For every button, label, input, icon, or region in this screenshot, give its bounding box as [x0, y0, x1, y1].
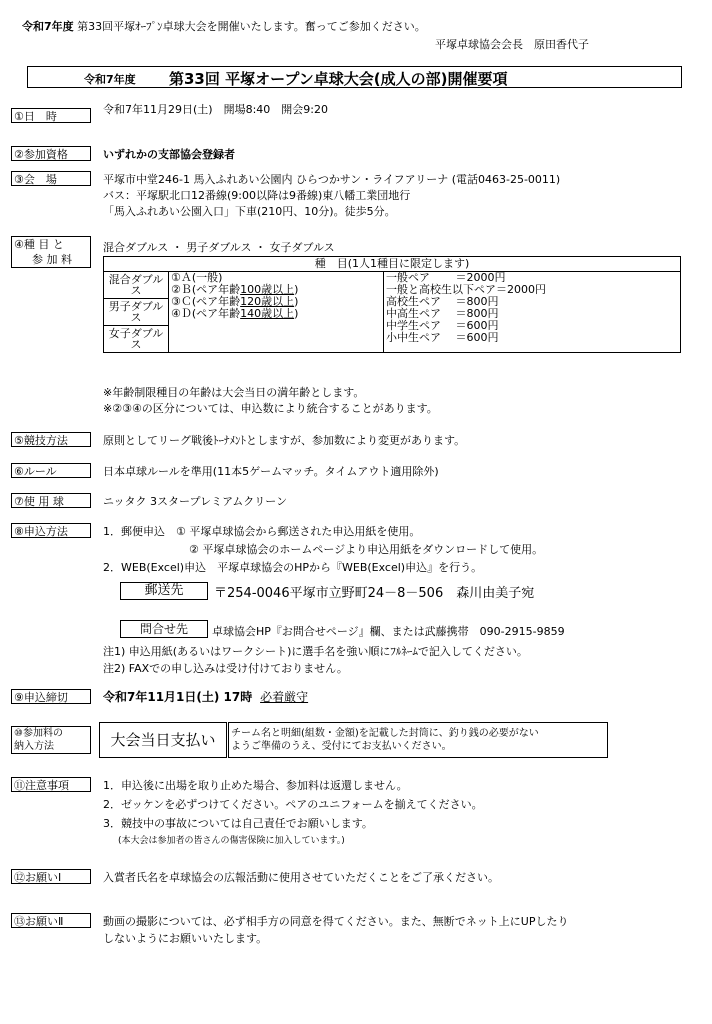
- label-request1: ⑫お願いⅠ: [11, 869, 91, 884]
- header-signature: 平塚卓球協会会長 原田香代子: [435, 38, 589, 51]
- fee-6: 小中生ペア ＝600円: [386, 331, 499, 344]
- label-eligibility: ②参加資格: [11, 146, 91, 161]
- label-apply: ⑧申込方法: [11, 523, 91, 538]
- payment-big: 大会当日支払い: [99, 722, 227, 758]
- category-women: 女子ダブルス: [108, 327, 164, 351]
- page-title: 第33回 平塚オープン卓球大会(成人の部)開催要項: [169, 70, 508, 88]
- fee-1: 一般ペア ＝2000円: [386, 271, 506, 284]
- events-note-2: ※②③④の区分については、申込数により統合することがあります。: [103, 402, 438, 415]
- class-cell: [169, 272, 384, 353]
- class-a: ①Ａ(一般): [171, 271, 223, 284]
- fee-3: 高校生ペア ＝800円: [386, 295, 499, 308]
- events-note-1: ※年齢制限種目の年齢は大会当日の満年齢とします。: [103, 386, 365, 399]
- deadline-line: [103, 688, 308, 705]
- title-year: 令和7年度: [84, 73, 136, 86]
- header-year: 令和7年度: [22, 20, 74, 33]
- label-payment-line2: 納入方法: [14, 741, 54, 752]
- label-datetime: ①日 時: [11, 108, 91, 123]
- fee-4: 中高生ペア ＝800円: [386, 307, 499, 320]
- caution-3: 3．競技中の事故については自己責任でお願いします。: [103, 817, 373, 830]
- caution-small: (本大会は参加者の皆さんの傷害保険に加入しています。): [118, 836, 345, 846]
- venue-line-3: 「馬入ふれあい公園入口」下車(210円、10分)。徒歩5分。: [103, 205, 396, 218]
- format-text: 原則としてリーグ戦後ﾄｰﾅﾒﾝﾄとしますが、参加数により変更があります。: [103, 434, 466, 447]
- apply-mail-1: 1．郵便申込 ① 平塚卓球協会から郵送された申込用紙を使用。: [103, 525, 421, 538]
- contact-text: 卓球協会HP『お問合せページ』欄、または武藤携帯 090-2915-9859: [212, 625, 565, 638]
- label-rules: ⑥ルール: [11, 463, 91, 478]
- deadline-text: 令和7年11月1日(土) 17時: [103, 690, 253, 704]
- class-b: ②Ｂ(ペア年齢100歳以上): [171, 283, 299, 296]
- events-table-header: 種 目(1人1種目に限定します): [104, 257, 681, 272]
- caution-1: 1．申込後に出場を取り止めた場合、参加料は返還しません。: [103, 779, 408, 792]
- venue-line-1: 平塚市中堂246-1 馬入ふれあい公園内 ひらつかサン・ライフアリーナ (電話0463-25-0011): [103, 173, 561, 186]
- fee-2: 一般と高校生以下ペア＝2000円: [386, 283, 546, 296]
- request1-text: 入賞者氏名を卓球協会の広報活動に使用させていただくことをご了承ください。: [103, 871, 499, 884]
- contact-label: 問合せ先: [120, 620, 208, 638]
- eligibility-text: いずれかの支部協会登録者: [103, 148, 235, 161]
- apply-note-2: 注2) FAXでの申し込みは受け付けておりません。: [103, 662, 348, 675]
- class-d: ④Ｄ(ペア年齢140歳以上): [171, 307, 299, 320]
- label-request2: ⑬お願いⅡ: [11, 913, 91, 928]
- deadline-emphasis: 必着厳守: [260, 690, 309, 704]
- label-events: [11, 236, 91, 268]
- payment-detail-1: チーム名と明細(組数・金額)を記載した封筒に、釣り銭の必要がない: [231, 728, 539, 739]
- intro-line: [22, 18, 426, 34]
- datetime-text: 令和7年11月29日(土) 開場8:40 開会9:20: [103, 103, 328, 116]
- apply-web: 2．WEB(Excel)申込 平塚卓球協会のHPから『WEB(Excel)申込』を行う。: [103, 561, 483, 574]
- category-men: 男子ダブルス: [108, 300, 164, 324]
- fee-5: 中学生ペア ＝600円: [386, 319, 499, 332]
- category-cell: [104, 299, 169, 326]
- label-events-line1: ④種 目 と: [14, 238, 64, 251]
- send-label: 郵送先: [120, 582, 208, 600]
- title-box: [27, 66, 682, 88]
- events-summary: 混合ダブルス ・ 男子ダブルス ・ 女子ダブルス: [103, 241, 335, 254]
- category-cell: [104, 272, 169, 299]
- label-caution: ⑪注意事項: [11, 777, 91, 792]
- payment-detail-2: ようご準備のうえ、受付にてお支払いください。: [231, 741, 452, 752]
- venue-line-2: バス：平塚駅北口12番線(9:00以降は9番線)東八幡工業団地行: [103, 189, 411, 202]
- label-venue: ③会 場: [11, 171, 91, 186]
- ball-text: ニッタク 3スタープレミアムクリーン: [103, 495, 288, 508]
- apply-note-1: 注1) 申込用紙(あるいはワークシート)に選手名を強い順にﾌﾙﾈｰﾑで記入してください。: [103, 645, 528, 658]
- category-mixed: 混合ダブルス: [108, 273, 164, 297]
- label-deadline: ⑨申込締切: [11, 689, 91, 704]
- send-text: 〒254-0046平塚市立野町24－8－506 森川由美子宛: [214, 586, 535, 601]
- class-c: ③Ｃ(ペア年齢120歳以上): [171, 295, 299, 308]
- rules-text: 日本卓球ルールを準用(11本5ゲームマッチ。タイムアウト適用除外): [103, 465, 439, 478]
- label-payment: [11, 726, 91, 754]
- request2-line-1: 動画の撮影については、必ず相手方の同意を得てください。また、無断でネット上にUPしたり: [103, 915, 569, 928]
- caution-2: 2．ゼッケンを必ずつけてください。ペアのユニフォームを揃えてください。: [103, 798, 483, 811]
- label-format: ⑤競技方法: [11, 432, 91, 447]
- request2-line-2: しないようにお願いいたします。: [103, 932, 268, 945]
- events-table: [103, 256, 681, 353]
- category-cell: [104, 326, 169, 353]
- label-ball: ⑦使 用 球: [11, 493, 91, 508]
- label-events-line2: 参 加 料: [32, 253, 72, 266]
- label-payment-line1: ⑩参加料の: [14, 728, 63, 739]
- payment-detail: [228, 722, 608, 758]
- fee-cell: [384, 272, 681, 353]
- header-intro: 第33回平塚ｵｰﾌﾟﾝ卓球大会を開催いたします。奮ってご参加ください。: [77, 20, 426, 33]
- apply-mail-2: ② 平塚卓球協会のホームページより申込用紙をダウンロードして使用。: [189, 543, 544, 556]
